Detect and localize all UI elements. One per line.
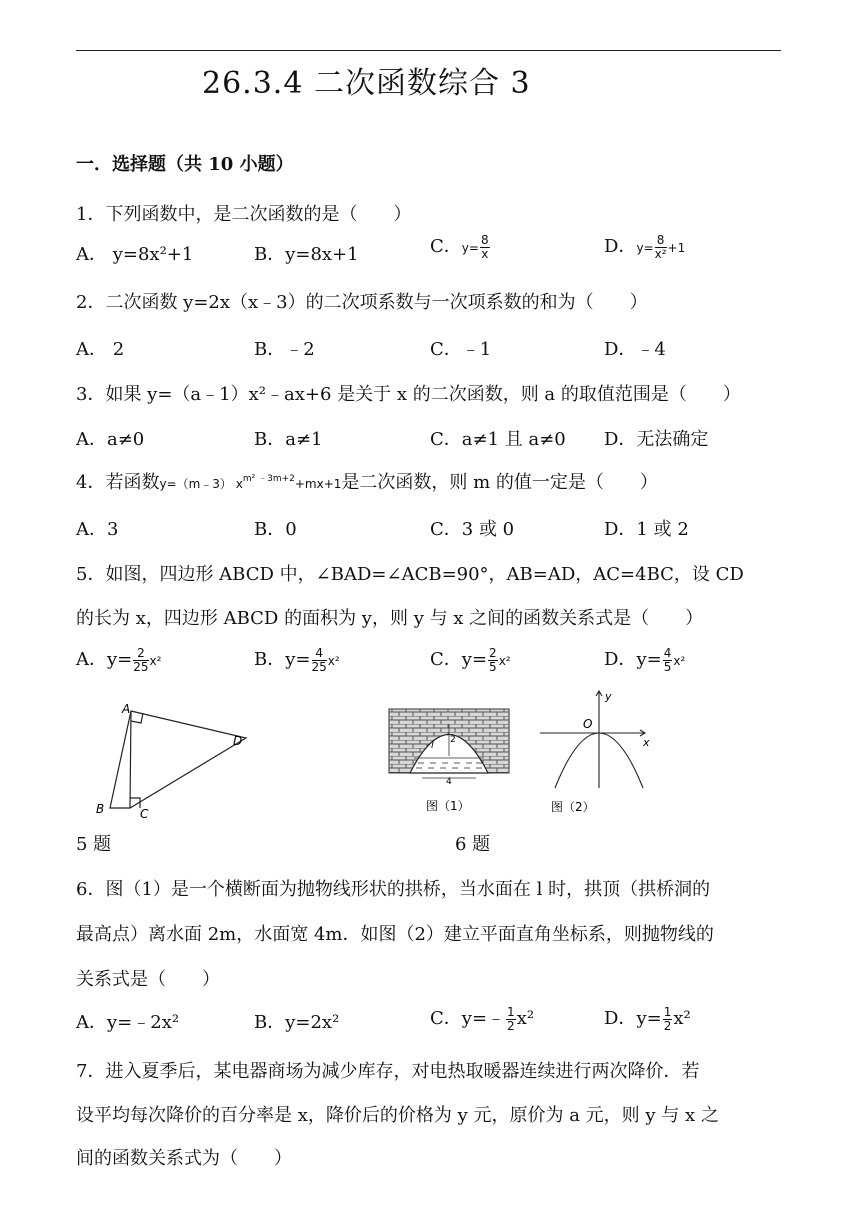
q6-option-d-num: 1 (663, 1004, 672, 1019)
q1-option-c (430, 232, 491, 261)
q5-option-a-label: A． (76, 649, 107, 670)
section-heading: 一．选择题（共 10 小题） (76, 154, 294, 175)
q5-option-c-y: y= (461, 649, 488, 670)
q3-stem: 3．如果 y=（a﹣1）x²﹣ax+6 是关于 x 的二次函数，则 a 的取值范围是（ ） (76, 384, 741, 405)
fig2-y-axis-label: y (605, 690, 612, 703)
q6-option-a: A．y=﹣2x² (76, 1012, 180, 1033)
q5-option-c-label: C． (430, 649, 462, 670)
figure-parabola-axes (535, 688, 660, 818)
q4-option-a: A．3 (76, 519, 119, 540)
fig2-x-axis-label: x (643, 736, 650, 749)
q7-line2: 设平均每次降价的百分率是 x，降价后的价格为 y 元，原价为 a 元，则 y 与 x 之 (76, 1105, 719, 1126)
fig2-origin-label: O (583, 717, 593, 731)
q1-option-d (604, 232, 685, 261)
q5-line2: 的长为 x，四边形 ABCD 的面积为 y，则 y 与 x 之间的函数关系式是（ ） (76, 608, 704, 629)
q5-option-c (430, 645, 511, 674)
q5-option-b-label: B． (254, 649, 286, 670)
q2-option-c: C．﹣1 (430, 339, 492, 360)
q6-option-c-post: x² (516, 1008, 535, 1029)
fig1-height-label: 2 (450, 735, 456, 745)
f5-label-d: D (233, 734, 243, 748)
f5-label-c: C (140, 807, 149, 821)
q5-option-d-label: D． (604, 649, 637, 670)
q6-option-c-pre: y=﹣ (461, 1008, 506, 1029)
fig2-caption: 图（2） (551, 800, 595, 814)
q6-option-d (604, 1004, 691, 1033)
q6-line1: 6．图（1）是一个横断面为抛物线形状的拱桥，当水面在 l 时，拱顶（拱桥洞的 (76, 879, 711, 900)
figure-q5-quadrilateral (88, 698, 258, 822)
q2-option-b: B．﹣2 (254, 339, 315, 360)
q5-option-a-den: 25 (133, 659, 149, 674)
q6-line3: 关系式是（ ） (76, 969, 220, 990)
q5-option-a-num: 2 (133, 647, 148, 661)
q3-option-a: A．a≠0 (76, 429, 145, 450)
q5-option-b-y: y= (285, 649, 311, 670)
q5-option-d-y: y= (636, 649, 662, 670)
q1-option-a: A． y=8x²+1 (76, 244, 194, 265)
q2-stem: 2．二次函数 y=2x（x﹣3）的二次项系数与一次项系数的和为（ ） (76, 292, 648, 313)
q4-formula: y=（m﹣3） x (159, 477, 243, 491)
q1-option-d-label: D． (604, 236, 637, 257)
figure-arch-bridge (388, 708, 510, 818)
q6-option-c-label: C． (430, 1008, 462, 1029)
q6-option-d-post: x² (673, 1008, 691, 1029)
f5-label-b: B (96, 802, 105, 816)
q4-exponent: m² ﹣3m+2 (242, 474, 295, 484)
q5-line1: 5．如图，四边形 ABCD 中，∠BAD=∠ACB=90°，AB=AD，AC=4BC，设 CD (76, 564, 744, 585)
q5-option-b (254, 645, 340, 674)
q5-option-d-den: 5 (663, 659, 672, 674)
q4-stem-post: 是二次函数，则 m 的值一定是（ ） (341, 472, 658, 493)
q3-option-c: C．a≠1 且 a≠0 (430, 429, 566, 450)
header-rule (76, 50, 781, 51)
q5-option-c-den: 5 (489, 659, 497, 674)
page-title: 26.3.4 二次函数综合 3 (202, 66, 531, 101)
fig1-width-label: 4 (446, 777, 452, 787)
q5-option-d (604, 645, 685, 674)
q5-option-c-var: x² (498, 654, 511, 668)
q5-option-a-y: y= (107, 649, 133, 670)
f5-label-a: A (122, 702, 131, 716)
q1-option-d-post: +1 (667, 241, 686, 255)
q5-option-d-var: x² (673, 654, 686, 668)
fig1-waterline-label: l (431, 740, 434, 751)
q5-option-d-num: 4 (663, 645, 672, 660)
q4-option-b: B．0 (254, 519, 297, 540)
q5-option-c-num: 2 (489, 645, 497, 660)
q2-option-a: A． 2 (76, 339, 125, 360)
q4-stem-pre: 4．若函数 (76, 472, 160, 493)
q6-option-c-num: 1 (507, 1004, 515, 1019)
q1-option-c-num: 8 (480, 232, 489, 247)
q5-option-b-var: x² (327, 654, 340, 668)
q7-line1: 7．进入夏季后，某电器商场为减少库存，对电热取暖器连续进行两次降价．若 (76, 1061, 700, 1082)
q4-formula-post: +mx+1 (294, 477, 342, 491)
q1-option-d-den: x² (654, 246, 667, 261)
q6-option-c (430, 1004, 534, 1033)
caption-q5: 5 题 (76, 834, 112, 855)
q1-option-b: B．y=8x+1 (254, 244, 359, 265)
q1-option-d-num: 8 (655, 234, 667, 248)
q4-stem (76, 468, 658, 494)
fig1-caption: 图（1） (426, 799, 470, 813)
q6-option-d-pre: y= (636, 1008, 662, 1029)
q1-option-c-den: x (481, 246, 489, 261)
q6-line2: 最高点）离水面 2m，水面宽 4m．如图（2）建立平面直角坐标系，则抛物线的 (76, 924, 714, 945)
q1-option-d-pre: y= (636, 241, 654, 255)
q3-option-d: D．无法确定 (604, 429, 709, 450)
q6-option-d-label: D． (604, 1008, 637, 1029)
q1-option-c-pre: y= (461, 241, 479, 255)
q5-option-a-var: x² (149, 654, 162, 668)
q5-option-b-den: 25 (311, 659, 327, 674)
q6-option-d-den: 2 (663, 1018, 672, 1033)
q4-option-d: D．1 或 2 (604, 519, 689, 540)
q3-option-b: B．a≠1 (254, 429, 323, 450)
q6-option-b: B．y=2x² (254, 1012, 340, 1033)
q1-stem: 1．下列函数中，是二次函数的是（ ） (76, 204, 412, 225)
q5-option-b-num: 4 (312, 647, 327, 661)
q2-option-d: D．﹣4 (604, 339, 666, 360)
q4-option-c: C．3 或 0 (430, 519, 515, 540)
q5-option-a (76, 645, 161, 674)
q6-option-c-den: 2 (507, 1018, 515, 1033)
q7-line3: 间的函数关系式为（ ） (76, 1148, 292, 1169)
q1-option-c-label: C． (430, 236, 462, 257)
caption-q6: 6 题 (455, 834, 491, 855)
